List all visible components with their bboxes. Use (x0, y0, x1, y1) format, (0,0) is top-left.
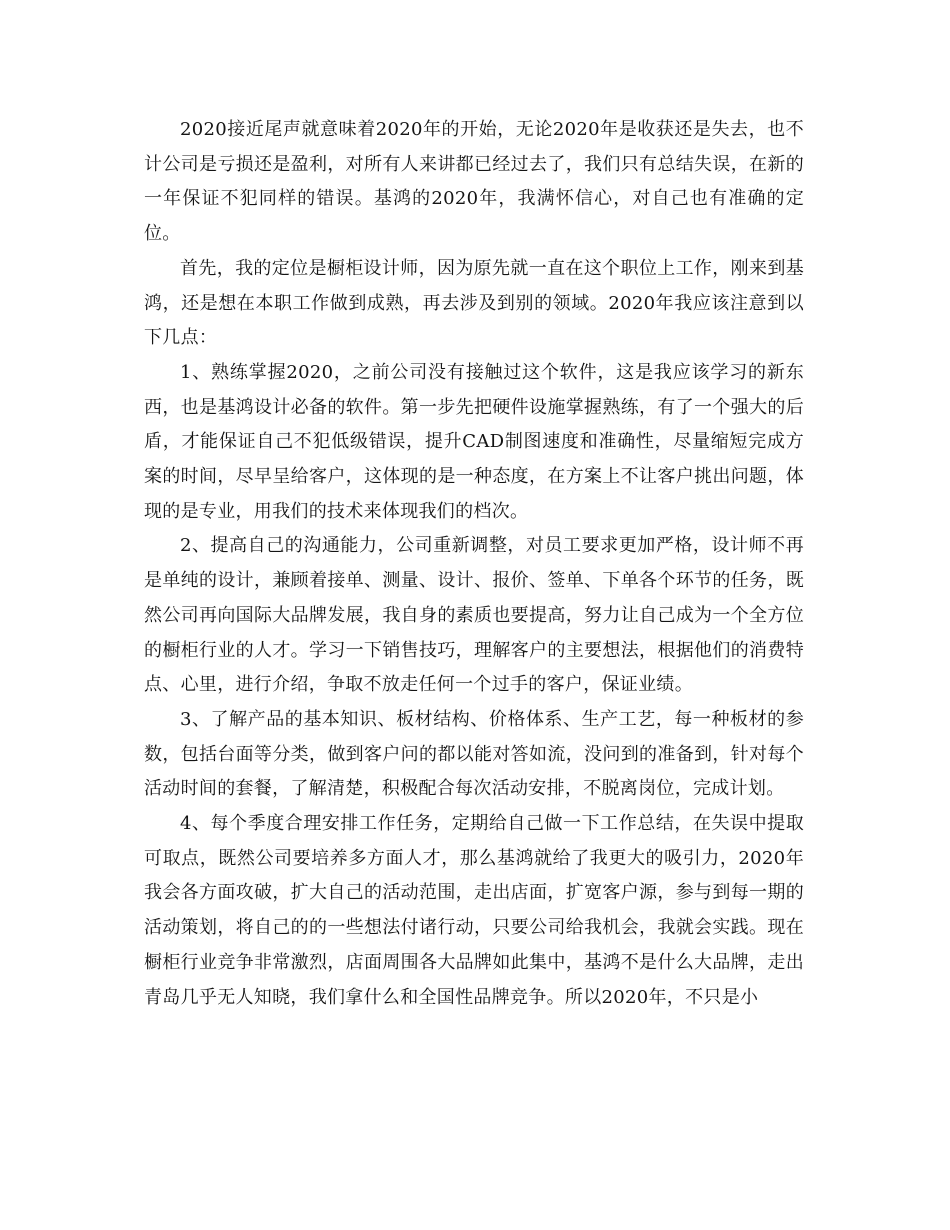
document-body (144, 113, 804, 1015)
paragraph-positioning: 首先，我的定位是橱柜设计师，因为原先就一直在这个职位上工作，刚来到基鸿，还是想在本职工作做到成熟，再去涉及到别的领域。2020年我应该注意到以下几点： (144, 257, 804, 349)
paragraph-point-4: 4、每个季度合理安排工作任务，定期给自己做一下工作总结，在失误中提取可取点，既然公司要培养多方面人才，那么基鸿就给了我更大的吸引力，2020年我会各方面攻破，扩大自己的活动范围，走出店面，扩宽客户源，参与到每一期的活动策划，将自己的的一些想法付诸行动，只要公司给我机会，我就会实践。现在橱柜行业竞争非常激烈，店面周围各大品牌如此集中，基鸿不是什么大品牌，走出青岛几乎无人知晓，我们拿什么和全国性品牌竞争。所以2020年，不只是小 (144, 813, 804, 1008)
paragraph-point-1: 1、熟练掌握2020，之前公司没有接触过这个软件，这是我应该学习的新东西，也是基鸿设计必备的软件。第一步先把硬件设施掌握熟练，有了一个强大的后盾，才能保证自己不犯低级错误，提升CAD制图速度和准确性，尽量缩短完成方案的时间，尽早呈给客户，这体现的是一种态度，在方案上不让客户挑出问题，体现的是专业，用我们的技术来体现我们的档次。 (144, 361, 804, 522)
paragraph-point-2: 2、提高自己的沟通能力，公司重新调整，对员工要求更加严格，设计师不再是单纯的设计，兼顾着接单、测量、设计、报价、签单、下单各个环节的任务，既然公司再向国际大品牌发展，我自身的素质也要提高，努力让自己成为一个全方位的橱柜行业的人才。学习一下销售技巧，理解客户的主要想法，根据他们的消费特点、心里，进行介绍，争取不放走任何一个过手的客户，保证业绩。 (144, 535, 804, 696)
paragraph-intro: 2020接近尾声就意味着2020年的开始，无论2020年是收获还是失去，也不计公司是亏损还是盈利，对所有人来讲都已经过去了，我们只有总结失误，在新的一年保证不犯同样的错误。基鸿的2020年，我满怀信心，对自己也有准确的定位。 (144, 119, 804, 245)
paragraph-point-3: 3、了解产品的基本知识、板材结构、价格体系、生产工艺，每一种板材的参数，包括台面等分类，做到客户问的都以能对答如流，没问到的准备到，针对每个活动时间的套餐，了解清楚，积极配合每次活动安排，不脱离岗位，完成计划。 (144, 708, 804, 800)
